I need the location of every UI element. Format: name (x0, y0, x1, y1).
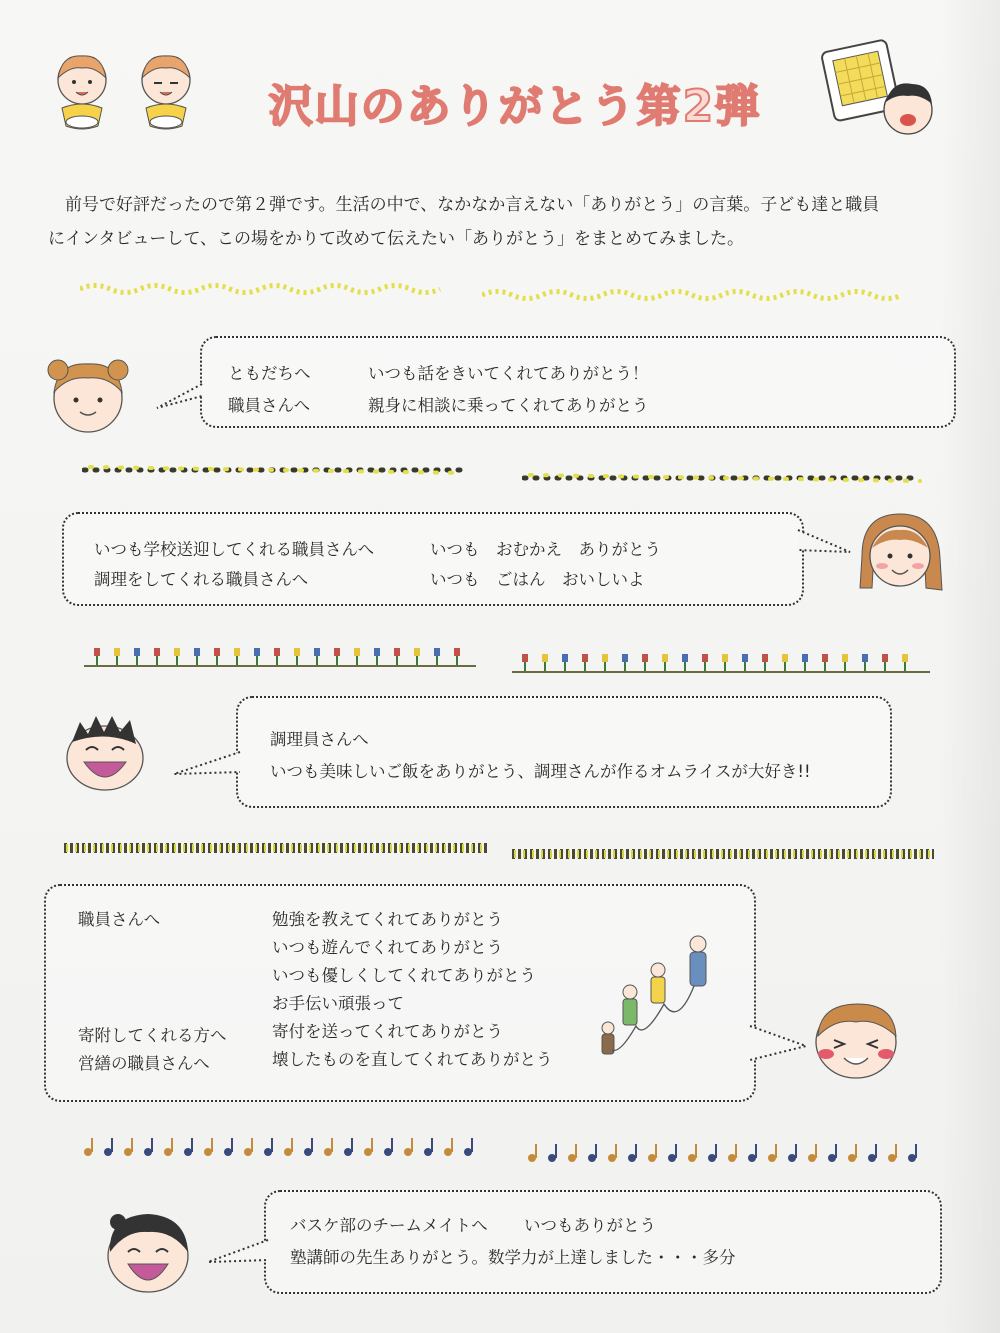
bubble-tail (155, 382, 205, 412)
recipient-label: 調理をしてくれる職員さんへ (94, 570, 309, 589)
thanks-message: お手伝い頑張って (272, 994, 404, 1013)
thanks-message: いつも話をきいてくれてありがとう！ (368, 364, 649, 383)
thanks-message: いつもありがとう (524, 1216, 656, 1235)
decorative-border-speckle (64, 838, 488, 858)
intro-line: 前号で好評だったので第２弾です。生活の中で、なかなか言えない「ありがとう」の言葉。子ども達と職員 (65, 195, 880, 215)
thanks-message: いつも遊んでくれてありがとう (272, 938, 503, 957)
recipient-label: 寄附してくれる方へ (78, 1026, 227, 1045)
speech-bubble (264, 1190, 942, 1294)
decorative-border-dots (522, 470, 922, 486)
bubble-tail (796, 526, 852, 562)
page-title: 沢山のありがとう第2弾 (268, 81, 762, 132)
smiling-girl-icon (852, 508, 947, 598)
decorative-border-vine (482, 284, 922, 306)
speech-bubble (236, 696, 892, 808)
decorative-border-speckle (512, 844, 934, 864)
intro-text (48, 188, 948, 256)
music-note-icon (80, 1134, 478, 1158)
thanks-message: 塾講師の先生ありがとう。数学力が上達しました・・・多分 (290, 1248, 736, 1267)
girl-face-icon (38, 348, 138, 438)
thanks-message: いつも ごはん おいしいよ (430, 570, 645, 589)
kids-walking-icon (594, 930, 734, 1062)
recipient-label: いつも学校送迎してくれる職員さんへ (94, 540, 375, 559)
thanks-message: 勉強を教えてくれてありがとう (272, 910, 503, 929)
shouting-boy-icon (98, 1200, 198, 1300)
bubble-tail (172, 748, 242, 784)
recipient-label: ともだちへ (228, 364, 311, 383)
thanks-message: 親身に相談に乗ってくれてありがとう (368, 396, 649, 415)
bubble-tail (748, 1020, 808, 1064)
music-note-icon (524, 1140, 922, 1164)
decorative-border-dots (82, 462, 466, 478)
intro-line: にインタビューして、この場をかりて改めて伝えたい「ありがとう」をまとめてみました。 (48, 229, 744, 249)
bubble-tail (206, 1236, 270, 1272)
thanks-message: 寄付を送ってくれてありがとう (272, 1022, 503, 1041)
grinning-boy-icon (800, 996, 915, 1086)
child-eating-icon (42, 48, 122, 133)
child-with-tablet-icon (808, 38, 948, 138)
laughing-boy-icon (50, 708, 160, 798)
thanks-message: いつも おむかえ ありがとう (430, 540, 661, 559)
recipient-label: 職員さんへ (78, 910, 161, 929)
recipient-label: バスケ部のチームメイトへ (290, 1216, 488, 1235)
decorative-border-tulips (512, 650, 930, 676)
thanks-message: いつも美味しいご飯をありがとう、調理さんが作るオムライスが大好き!! (270, 762, 811, 781)
thanks-message: 壊したものを直してくれてありがとう (272, 1050, 553, 1069)
recipient-label: 調理員さんへ (270, 730, 369, 749)
paper-shadow (940, 0, 1000, 1333)
thanks-message: いつも優しくしてくれてありがとう (272, 966, 536, 985)
decorative-border-vine (80, 278, 450, 300)
recipient-label: 営繕の職員さんへ (78, 1054, 210, 1073)
recipient-label: 職員さんへ (228, 396, 311, 415)
child-eating-icon (126, 48, 206, 133)
decorative-border-tulips (84, 644, 476, 670)
